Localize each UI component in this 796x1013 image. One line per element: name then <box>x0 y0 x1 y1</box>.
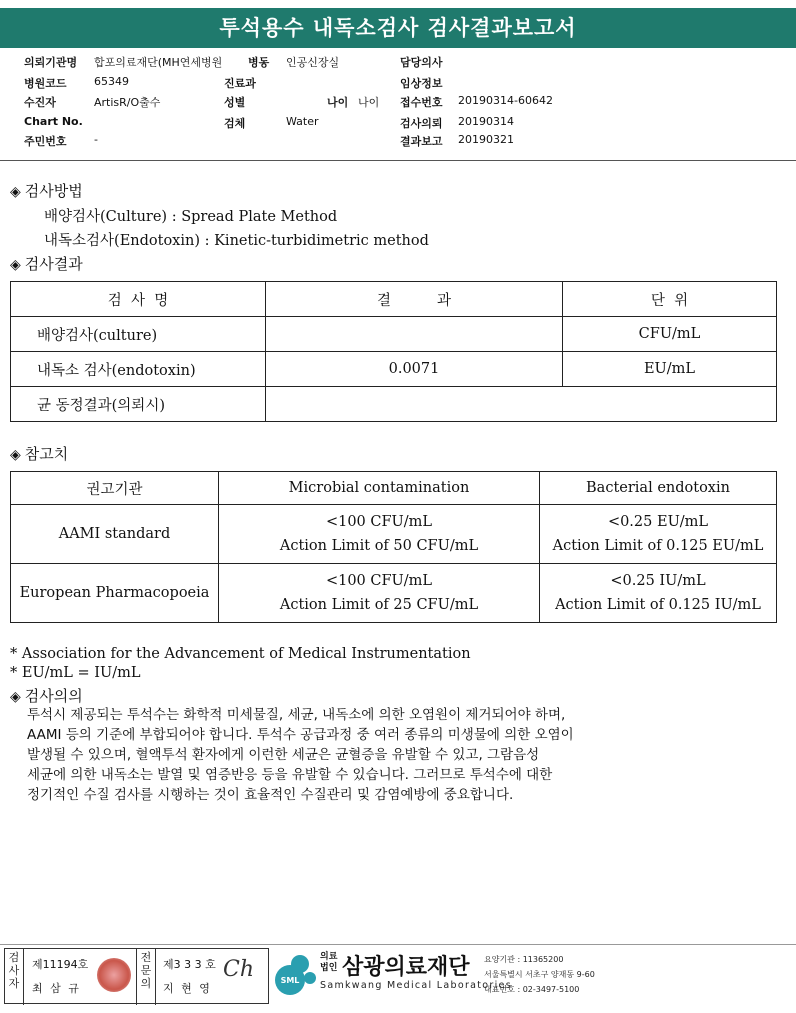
test-result <box>266 317 563 352</box>
clinical-label: 임상정보 <box>400 77 443 90</box>
signature-icon: Ch <box>223 957 255 982</box>
chart-label: Chart No. <box>24 115 83 128</box>
tester-name: 최 삼 규 <box>32 982 81 995</box>
institution-value: 합포의료재단(MH연세병원 <box>94 56 223 69</box>
tester-license: 제11194호 <box>32 958 89 971</box>
endo-limit: <0.25 IU/mL Action Limit of 0.125 IU/mL <box>540 564 777 623</box>
institution-label: 의뢰기관명 <box>24 56 78 69</box>
method-endotoxin: 내독소검사(Endotoxin) : Kinetic-turbidimetric method <box>44 233 429 249</box>
request-value: 20190314 <box>458 115 514 128</box>
contact-phone: 대표번호 : 02-3497-5100 <box>484 985 580 994</box>
recipient-value: ArtisR/O출수 <box>94 96 161 109</box>
seal-stamp-icon <box>97 958 131 992</box>
meaning-line: 세균에 의한 내독소는 발열 및 염증반응 등을 유발할 수 있습니다. 그러므로 투석수에 대한 <box>27 767 553 783</box>
specialist-license: 제3 3 3 호 <box>163 958 216 971</box>
hospital-code-label: 병원코드 <box>24 77 67 90</box>
micro-limit: <100 CFU/mL Action Limit of 50 CFU/mL <box>219 505 540 564</box>
contact-address: 서울특별시 서초구 양재동 9-60 <box>484 970 595 979</box>
meaning-line: 정기적인 수질 검사를 시행하는 것이 효율적인 수질관리 및 감염예방에 중요합니다. <box>27 787 514 803</box>
col-header-unit: 단 위 <box>563 282 777 317</box>
meaning-line: AAMI 등의 기준에 부합되어야 합니다. 투석수 공급과정 중 여러 종류의 미생물에 의한 오염이 <box>27 727 574 743</box>
results-heading: ◈ 검사결과 <box>10 255 83 273</box>
endo-limit: <0.25 EU/mL Action Limit of 0.125 EU/mL <box>540 505 777 564</box>
results-table <box>10 281 777 422</box>
diamond-icon: ◈ <box>10 447 21 463</box>
request-label: 검사의뢰 <box>400 117 443 130</box>
micro-limit: <100 CFU/mL Action Limit of 25 CFU/mL <box>219 564 540 623</box>
org-name: AAMI standard <box>11 505 219 564</box>
report-value: 20190321 <box>458 133 514 146</box>
ward-label: 병동 <box>248 56 270 69</box>
header-divider <box>0 160 796 161</box>
contact-code: 요양기관 : 11365200 <box>484 955 564 964</box>
recipient-label: 수진자 <box>24 96 56 109</box>
specimen-value: Water <box>286 115 319 128</box>
test-unit: CFU/mL <box>563 317 777 352</box>
specialist-name: 지 현 영 <box>163 982 212 995</box>
test-result: 0.0071 <box>266 352 563 387</box>
rrn-label: 주민번호 <box>24 135 67 148</box>
receipt-value: 20190314-60642 <box>458 94 553 107</box>
table-row <box>11 387 777 422</box>
col-header-endo: Bacterial endotoxin <box>540 472 777 505</box>
doctor-label: 담당의사 <box>400 56 443 69</box>
diamond-icon: ◈ <box>10 689 21 705</box>
col-header-org: 권고기관 <box>11 472 219 505</box>
dept-label: 진료과 <box>224 77 256 90</box>
method-culture: 배양검사(Culture) : Spread Plate Method <box>44 209 338 225</box>
reference-heading: ◈ 참고치 <box>10 445 69 463</box>
rrn-value: - <box>94 133 98 146</box>
footer-divider <box>0 944 796 945</box>
meaning-heading: ◈ 검사의의 <box>10 687 83 705</box>
org-name: European Pharmacopoeia <box>11 564 219 623</box>
sml-logo-icon <box>270 950 318 998</box>
meaning-text <box>27 705 574 805</box>
table-row <box>11 564 777 623</box>
contact-info <box>484 952 595 997</box>
specimen-label: 검체 <box>224 117 246 130</box>
tester-vertical-label: 검사자 <box>5 949 24 1005</box>
note-unit: * EU/mL = IU/mL <box>10 665 141 681</box>
table-header-row <box>11 282 777 317</box>
meaning-line: 발생될 수 있으며, 혈액투석 환자에게 이런한 세균은 균혈증을 유발할 수 있고, 그람음성 <box>27 747 540 763</box>
col-header-result: 결 과 <box>266 282 563 317</box>
sex-label: 성별 <box>224 96 246 109</box>
table-header-row <box>11 472 777 505</box>
signature-box <box>4 948 269 1004</box>
ward-value: 인공신장실 <box>286 56 340 69</box>
report-label: 결과보고 <box>400 135 443 148</box>
note-aami: * Association for the Advancement of Medical Instrumentation <box>10 646 471 662</box>
org-prefix: 의료법인 <box>320 952 338 973</box>
test-unit: EU/mL <box>563 352 777 387</box>
test-name: 내독소 검사(endotoxin) <box>11 352 266 387</box>
test-name: 배양검사(culture) <box>11 317 266 352</box>
report-title: 투석용수 내독소검사 검사결과보고서 <box>0 8 796 48</box>
specialist-vertical-label: 전문의 <box>136 949 156 1005</box>
table-row <box>11 317 777 352</box>
diamond-icon: ◈ <box>10 184 21 200</box>
svg-text:SML: SML <box>280 976 300 985</box>
receipt-label: 접수번호 <box>400 96 443 109</box>
table-row <box>11 505 777 564</box>
hospital-code-value: 65349 <box>94 75 129 88</box>
org-title: 삼광의료재단 <box>342 955 470 980</box>
table-row <box>11 352 777 387</box>
test-name: 균 동정결과(의뢰시) <box>11 387 266 422</box>
method-heading: ◈ 검사방법 <box>10 182 83 200</box>
age-label: 나이 <box>327 96 349 109</box>
col-header-micro: Microbial contamination <box>219 472 540 505</box>
org-english: Samkwang Medical Laboratories <box>320 980 512 991</box>
col-header-name: 검 사 명 <box>11 282 266 317</box>
diamond-icon: ◈ <box>10 257 21 273</box>
test-result <box>266 387 777 422</box>
age-value: 나이 <box>358 96 380 109</box>
reference-table <box>10 471 777 623</box>
meaning-line: 투석시 제공되는 투석수는 화학적 미세물질, 세균, 내독소에 의한 오염원이 제거되어야 하며, <box>27 707 566 723</box>
